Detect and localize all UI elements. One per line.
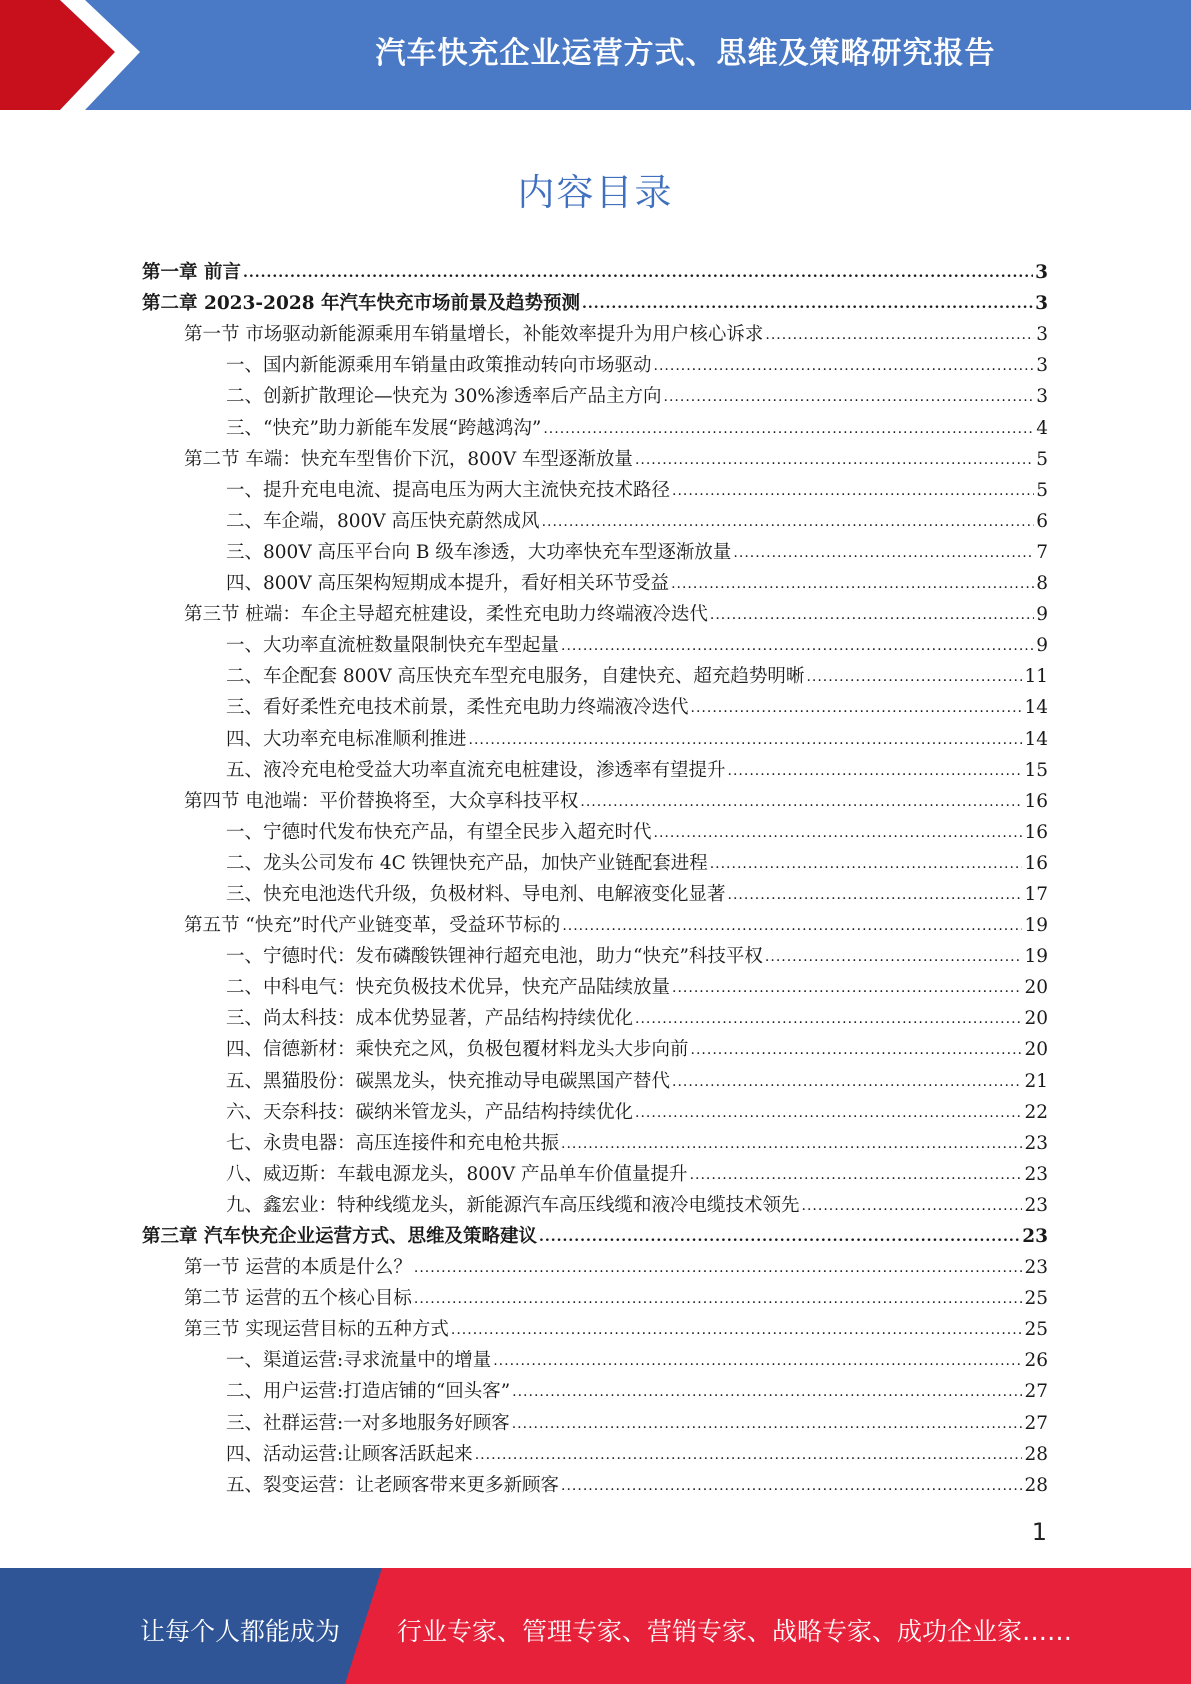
- toc-leader-dots: [562, 918, 1022, 937]
- toc-entry-page: 23: [1024, 1163, 1048, 1185]
- toc-entry-page: 15: [1024, 759, 1048, 781]
- toc-entry-page: 22: [1024, 1101, 1048, 1123]
- toc-entry[interactable]: [142, 782, 1048, 813]
- toc-entry-page: 3: [1035, 262, 1048, 284]
- toc-entry-title: 八、威迈斯：车载电源龙头，800V 产品单车价值量提升: [226, 1163, 688, 1185]
- toc-entry-title: 第一节 市场驱动新能源乘用车销量增长，补能效率提升为用户核心诉求: [184, 324, 764, 346]
- toc-entry-title: 四、大功率充电标准顺利推进: [226, 728, 467, 750]
- toc-entry[interactable]: [142, 719, 1048, 750]
- toc-entry[interactable]: [142, 1124, 1048, 1155]
- toc-entry[interactable]: [142, 657, 1048, 688]
- toc-entry-page: 20: [1024, 1039, 1048, 1061]
- toc-leader-dots: [493, 1353, 1022, 1372]
- toc-entry-page: 14: [1024, 697, 1048, 719]
- toc-leader-dots: [414, 1260, 1023, 1279]
- toc-entry-title: 一、提升充电电流、提高电压为两大主流快充技术路径: [226, 479, 671, 501]
- toc-entry-page: 21: [1024, 1070, 1048, 1092]
- toc-entry[interactable]: [142, 1372, 1048, 1403]
- toc-entry-title: 第二章 2023-2028 年汽车快充市场前景及趋势预测: [142, 293, 581, 315]
- toc-leader-dots: [512, 1416, 1023, 1435]
- toc-entry-title: 一、国内新能源乘用车销量由政策推动转向市场驱动: [226, 355, 652, 377]
- toc-entry-title: 一、渠道运营:寻求流量中的增量: [226, 1350, 492, 1372]
- toc-entry[interactable]: [142, 999, 1048, 1030]
- toc-entry-title: 第三节 实现运营目标的五种方式: [184, 1319, 449, 1341]
- toc-entry-page: 6: [1036, 510, 1048, 532]
- toc-entry[interactable]: [142, 346, 1048, 377]
- toc-leader-dots: [580, 794, 1022, 813]
- toc-entry[interactable]: [142, 533, 1048, 564]
- toc-entry[interactable]: [142, 253, 1048, 284]
- toc-leader-dots: [710, 856, 1023, 875]
- toc-leader-dots: [654, 358, 1035, 377]
- toc-entry-page: 23: [1024, 1194, 1048, 1216]
- toc-entry-page: 14: [1024, 728, 1048, 750]
- toc-entry-title: 第二节 车端：快充车型售价下沉，800V 车型逐渐放量: [184, 448, 633, 470]
- toc-entry-title: 一、大功率直流桩数量限制快充车型起量: [226, 635, 560, 657]
- toc-entry-title: 一、宁德时代发布快充产品，有望全民步入超充时代: [226, 821, 652, 843]
- toc-entry-page: 5: [1036, 448, 1048, 470]
- toc-leader-dots: [243, 265, 1033, 284]
- toc-leader-dots: [690, 1167, 1023, 1186]
- header-chevron-graphic: [0, 0, 160, 110]
- toc-leader-dots: [635, 452, 1034, 471]
- toc-leader-dots: [469, 732, 1023, 751]
- toc-leader-dots: [635, 1105, 1022, 1124]
- toc-leader-dots: [671, 576, 1034, 595]
- toc-entry[interactable]: [142, 1093, 1048, 1124]
- toc-entry-title: 二、车企配套 800V 高压快充车型充电服务，自建快充、超充趋势明晰: [226, 666, 805, 688]
- toc-entry-page: 3: [1036, 324, 1048, 346]
- toc-entry-title: 一、宁德时代：发布磷酸铁锂神行超充电池，助力“快充”科技平权: [226, 946, 763, 968]
- toc-entry-page: 17: [1024, 883, 1048, 905]
- toc-leader-dots: [672, 483, 1034, 502]
- toc-entry[interactable]: [142, 1155, 1048, 1186]
- toc-entry-title: 五、液冷充电枪受益大功率直流充电桩建设，渗透率有望提升: [226, 759, 726, 781]
- toc-entry-page: 5: [1036, 479, 1048, 501]
- toc-entry-page: 23: [1022, 1226, 1048, 1247]
- toc-leader-dots: [542, 514, 1035, 533]
- toc-entry-title: 六、天奈科技：碳纳米管龙头，产品结构持续优化: [226, 1101, 634, 1123]
- toc-leader-dots: [543, 421, 1034, 440]
- toc-leader-dots: [806, 669, 1022, 688]
- toc-entry-page: 25: [1024, 1288, 1048, 1310]
- toc-entry[interactable]: [142, 1030, 1048, 1061]
- toc-entry-title: 第一节 运营的本质是什么？: [184, 1257, 412, 1279]
- toc-entry[interactable]: [142, 595, 1048, 626]
- footer-slogan-right: 行业专家、管理专家、营销专家、战略专家、成功企业家……: [397, 1617, 1073, 1646]
- toc-entry-page: 27: [1024, 1381, 1048, 1403]
- toc-leader-dots: [561, 1478, 1022, 1497]
- toc-leader-dots: [654, 825, 1023, 844]
- toc-entry[interactable]: [142, 1466, 1048, 1497]
- toc-entry-title: 第三章 汽车快充企业运营方式、思维及策略建议: [142, 1226, 537, 1247]
- toc-leader-dots: [414, 1291, 1023, 1310]
- toc-entry[interactable]: [142, 1279, 1048, 1310]
- toc-entry-page: 28: [1024, 1474, 1048, 1496]
- toc-entry-title: 四、信德新材：乘快充之风，负极包覆材料龙头大步向前: [226, 1039, 689, 1061]
- toc-leader-dots: [451, 1322, 1023, 1341]
- toc-entry[interactable]: [142, 1186, 1048, 1217]
- toc-entry-page: 19: [1024, 915, 1048, 937]
- toc-entry-title: 九、鑫宏业：特种线缆龙头，新能源汽车高压线缆和液冷电缆技术领先: [226, 1194, 800, 1216]
- toc-entry-title: 第五节 “快充”时代产业链变革，受益环节标的: [184, 915, 561, 937]
- toc-leader-dots: [691, 700, 1023, 719]
- toc-entry[interactable]: [142, 906, 1048, 937]
- toc-entry[interactable]: [142, 844, 1048, 875]
- toc-entry-title: 第四节 电池端：平价替换将至，大众享科技平权: [184, 790, 579, 812]
- toc-entry-title: 三、800V 高压平台向 B 级车渗透，大功率快充车型逐渐放量: [226, 541, 732, 563]
- toc-entry-title: 二、创新扩散理论—快充为 30%渗透率后产品主方向: [226, 386, 662, 408]
- toc-entry-page: 3: [1036, 355, 1048, 377]
- toc-entry-page: 3: [1035, 293, 1048, 315]
- toc-entry-title: 五、黑猫股份：碳黑龙头，快充推动导电碳黑国产替代: [226, 1070, 671, 1092]
- toc-leader-dots: [672, 1074, 1022, 1093]
- toc-leader-dots: [539, 1229, 1020, 1248]
- toc-entry[interactable]: [142, 284, 1048, 315]
- toc-entry[interactable]: [142, 968, 1048, 999]
- toc-entry-title: 三、“快充”助力新能车发展“跨越鸿沟”: [226, 417, 542, 439]
- toc-entry-page: 19: [1024, 946, 1048, 968]
- toc-entry[interactable]: [142, 471, 1048, 502]
- toc-entry-page: 3: [1036, 386, 1048, 408]
- toc-entry[interactable]: [142, 813, 1048, 844]
- toc-entry-title: 二、车企端，800V 高压快充蔚然成风: [226, 510, 540, 532]
- toc-leader-dots: [728, 887, 1023, 906]
- toc-leader-dots: [765, 949, 1023, 968]
- toc-entry-page: 7: [1036, 541, 1048, 563]
- toc-entry-title: 二、龙头公司发布 4C 铁锂快充产品，加快产业链配套进程: [226, 852, 708, 874]
- toc-leader-dots: [635, 1011, 1022, 1030]
- toc-leader-dots: [802, 1198, 1023, 1217]
- toc-entry-title: 二、用户运营:打造店铺的“回头客”: [226, 1381, 511, 1403]
- toc-entry-title: 四、800V 高压架构短期成本提升，看好相关环节受益: [226, 573, 670, 595]
- page-number: 1: [1031, 1518, 1047, 1546]
- toc-entry[interactable]: [142, 688, 1048, 719]
- toc-entry[interactable]: [142, 626, 1048, 657]
- toc-entry[interactable]: [142, 315, 1048, 346]
- toc-entry-page: 4: [1036, 417, 1048, 439]
- toc-entry-page: 23: [1024, 1257, 1048, 1279]
- toc-entry[interactable]: [142, 937, 1048, 968]
- toc-entry[interactable]: [142, 377, 1048, 408]
- toc-entry[interactable]: [142, 875, 1048, 906]
- toc-leader-dots: [765, 327, 1034, 346]
- toc-entry-page: 16: [1024, 821, 1048, 843]
- toc-leader-dots: [664, 389, 1035, 408]
- toc-entry-page: 20: [1024, 1008, 1048, 1030]
- toc-leader-dots: [561, 1136, 1022, 1155]
- toc-entry-page: 25: [1024, 1319, 1048, 1341]
- toc-leader-dots: [691, 1042, 1023, 1061]
- toc-entry-title: 三、社群运营:一对多地服务好顾客: [226, 1412, 510, 1434]
- footer-slogan-left: 让每个人都能成为: [140, 1617, 341, 1646]
- toc-entry[interactable]: [142, 1310, 1048, 1341]
- toc-entry-title: 二、中科电气：快充负极技术优异，快充产品陆续放量: [226, 977, 671, 999]
- toc-entry[interactable]: [142, 1061, 1048, 1092]
- toc-entry-page: 8: [1036, 573, 1048, 595]
- toc-entry[interactable]: [142, 408, 1048, 439]
- toc-entry-title: 五、裂变运营：让老顾客带来更多新顾客: [226, 1474, 560, 1496]
- toc-leader-dots: [582, 296, 1033, 315]
- toc-entry-title: 第二节 运营的五个核心目标: [184, 1288, 412, 1310]
- toc-entry-page: 9: [1036, 635, 1048, 657]
- toc-entry-page: 23: [1024, 1132, 1048, 1154]
- toc-leader-dots: [561, 638, 1034, 657]
- toc-entry-title: 三、快充电池迭代升级，负极材料、导电剂、电解液变化显著: [226, 883, 726, 905]
- toc-entry[interactable]: [142, 1217, 1048, 1248]
- toc-entry-title: 三、尚太科技：成本优势显著，产品结构持续优化: [226, 1008, 634, 1030]
- toc-entry-title: 三、看好柔性充电技术前景，柔性充电助力终端液冷迭代: [226, 697, 689, 719]
- toc-entry[interactable]: [142, 1341, 1048, 1372]
- toc-heading: 内容目录: [517, 171, 674, 214]
- toc-entry-title: 第一章 前言: [142, 262, 241, 284]
- toc-entry-title: 第三节 桩端：车企主导超充桩建设，柔性充电助力终端液冷迭代: [184, 604, 708, 626]
- toc-entry-page: 11: [1024, 666, 1048, 688]
- toc-leader-dots: [672, 980, 1022, 999]
- toc-leader-dots: [733, 545, 1034, 564]
- toc-entry-page: 9: [1036, 604, 1048, 626]
- toc-entry-title: 四、活动运营:让顾客活跃起来: [226, 1443, 473, 1465]
- toc-entry-page: 16: [1024, 852, 1048, 874]
- toc-leader-dots: [475, 1447, 1023, 1466]
- toc-entry-page: 20: [1024, 977, 1048, 999]
- toc-leader-dots: [512, 1384, 1022, 1403]
- toc-entry-page: 28: [1024, 1443, 1048, 1465]
- toc-entry[interactable]: [142, 751, 1048, 782]
- toc-entry-title: 七、永贵电器：高压连接件和充电枪共振: [226, 1132, 560, 1154]
- toc-entry[interactable]: [142, 502, 1048, 533]
- table-of-contents: [142, 253, 1048, 1497]
- report-title: 汽车快充企业运营方式、思维及策略研究报告: [375, 36, 996, 71]
- toc-entry-page: 27: [1024, 1412, 1048, 1434]
- toc-entry[interactable]: [142, 1248, 1048, 1279]
- toc-entry-page: 16: [1024, 790, 1048, 812]
- toc-leader-dots: [710, 607, 1034, 626]
- toc-entry[interactable]: [142, 564, 1048, 595]
- toc-entry[interactable]: [142, 1403, 1048, 1434]
- toc-entry-page: 26: [1024, 1350, 1048, 1372]
- toc-leader-dots: [728, 763, 1023, 782]
- toc-entry[interactable]: [142, 1435, 1048, 1466]
- header-band: [0, 0, 1191, 110]
- toc-entry[interactable]: [142, 440, 1048, 471]
